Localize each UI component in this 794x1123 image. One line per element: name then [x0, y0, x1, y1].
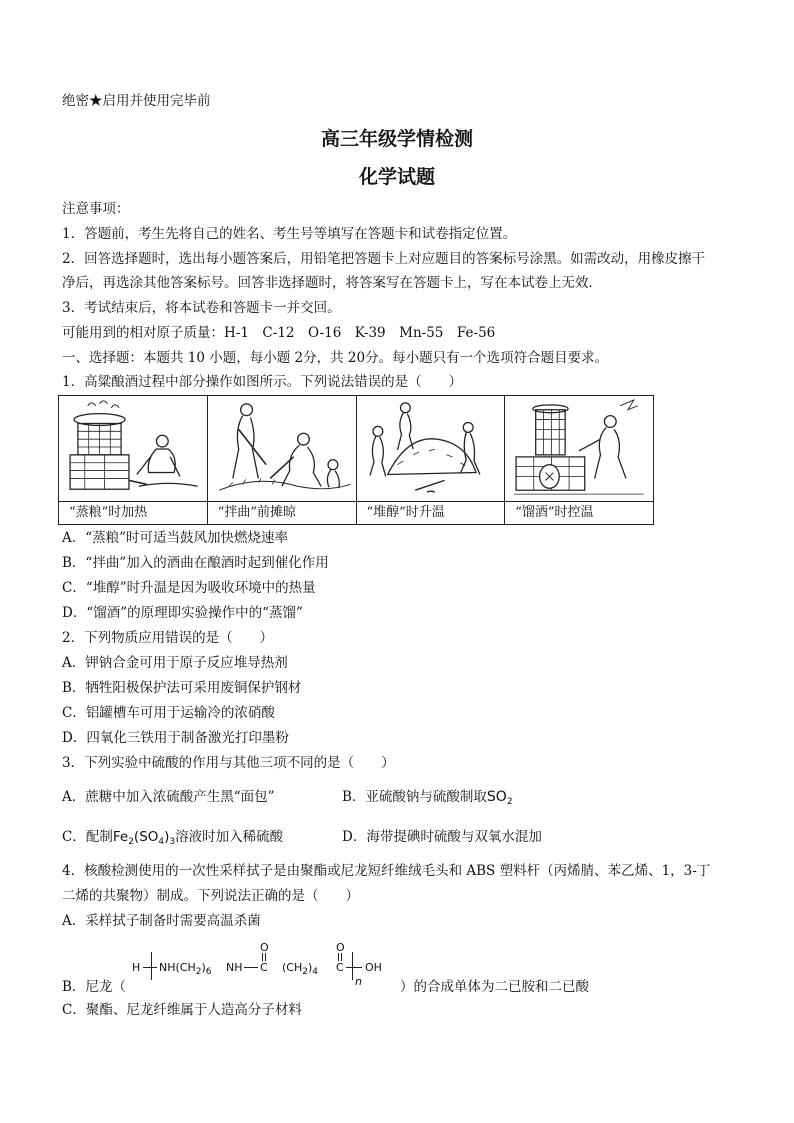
question-3-stem: 3．下列实验中硫酸的作用与其他三项不同的是（ ） — [62, 755, 395, 771]
formula-left-bracket — [151, 952, 152, 980]
formula-bond — [151, 967, 157, 968]
q4-option-c: C．聚酯、尼龙纤维属于人造高分子材料 — [62, 1002, 302, 1018]
figure-cell-steaming — [59, 396, 208, 524]
formula-double-bond — [265, 953, 266, 961]
notice-item-2b: 净后，再选涂其他答案标号。回答非选择题时，将答案写在答题卡上，写在本试卷上无效． — [62, 275, 602, 291]
q1-option-a: A．“蒸粮”时可适当鼓风加快燃烧速率 — [62, 530, 289, 546]
formula-nh: NH — [226, 961, 243, 974]
formula-bond — [352, 967, 362, 968]
question-4-stem-a: 4．核酸检测使用的一次性采样拭子是由聚酯或尼龙短纤维绒毛头和 ABS 塑料杆（丙烯腈、苯乙烯、1，3-丁 — [62, 863, 711, 879]
formula-oh: OH — [365, 961, 382, 974]
formula-carbonyl-c1: C — [260, 961, 268, 974]
formula-diamine-unit: $NH(CH_2)_6$ — [159, 961, 212, 977]
q3-option-a: A．蔗糖中加入浓硫酸产生黑“面包” — [62, 789, 275, 805]
nylon-structural-formula — [130, 942, 402, 992]
confidential-label: 绝密★启用并使用完毕前 — [62, 93, 211, 109]
q2-option-a: A．钾钠合金可用于原子反应堆导热剂 — [62, 655, 288, 671]
q4-option-b — [62, 941, 622, 995]
notice-item-1: 1．答题前，考生先将自己的姓名、考生号等填写在答题卡和试卷指定位置。 — [62, 226, 517, 242]
exam-subtitle: 化学试题 — [358, 166, 435, 188]
formula-double-bond — [338, 953, 339, 961]
steaming-illustration — [59, 396, 207, 502]
formula-right-bracket — [352, 952, 353, 980]
formula-n: n — [355, 975, 362, 988]
q1-option-d: D．“馏酒”的原理即实验操作中的“蒸馏” — [62, 605, 303, 621]
formula-double-bond — [262, 953, 263, 961]
spreading-illustration — [208, 396, 356, 502]
figure-cell-piling — [357, 396, 506, 524]
notice-item-3: 3．考试结束后，将本试卷和答题卡一并交回。 — [62, 300, 341, 316]
section-1-heading: 一、选择题：本题共 10 小题，每小题 2分，共 20分。每小题只有一个选项符合题目要求。 — [62, 350, 609, 366]
question-2-stem: 2．下列物质应用错误的是（ ） — [62, 630, 274, 646]
fe2so43-formula: $Fe_2(SO_4)_3$ — [112, 829, 176, 847]
q4-option-b-suffix: ）的合成单体为二已胺和二已酸 — [400, 979, 589, 995]
distilling-illustration — [505, 396, 653, 502]
liquor-process-figure-table — [58, 395, 654, 525]
piling-illustration — [357, 396, 505, 502]
formula-bond — [244, 967, 258, 968]
formula-bond — [143, 967, 151, 968]
caption-distilling: “馏酒”时控温 — [515, 505, 594, 520]
figure-cell-spreading — [208, 396, 357, 524]
notice-item-2a: 2．回答选择题时，选出每小题答案后，用铅笔把答题卡上对应题目的答案标号涂黑。如需改动，用橡皮擦干 — [62, 251, 706, 267]
q3-option-c: C．配制$Fe_2(SO_4)_3$溶液时加入稀硫酸 — [62, 829, 284, 847]
q3-option-b — [342, 788, 513, 811]
atomic-mass-line: 可能用到的相对原子质量：H-1 C-12 O-16 K-39 Mn-55 Fe-56 — [62, 325, 496, 341]
question-1-stem: 1．高粱酿酒过程中部分操作如图所示。下列说法错误的是（ ） — [62, 374, 463, 390]
q3-option-d: D．海带提碘时硫酸与双氧水混加 — [342, 829, 542, 845]
formula-methylene-chain: $(CH_2)_4$ — [282, 961, 319, 977]
formula-double-bond — [341, 953, 342, 961]
q2-option-d: D．四氧化三铁用于制备激光打印墨粉 — [62, 730, 289, 746]
question-4-stem-b: 二烯的共聚物）制成。下列说法正确的是（ ） — [62, 888, 359, 904]
q4-option-b-prefix: B．尼龙（ — [62, 979, 126, 995]
figure-cell-distilling — [505, 396, 653, 524]
q3-option-b-text: B．亚硫酸钠与硫酸制取 — [342, 789, 487, 805]
notice-heading: 注意事项： — [62, 201, 130, 217]
formula-oxygen-1: O — [260, 941, 269, 954]
so2-formula: $SO_2$ — [486, 789, 513, 807]
caption-steaming: “蒸粮”时加热 — [69, 505, 148, 520]
q2-option-b: B．牺牲阳极保护法可采用废铜保护钢材 — [62, 680, 302, 696]
q2-option-c: C．铝罐槽车可用于运输冷的浓硝酸 — [62, 705, 275, 721]
formula-h: H — [132, 961, 141, 974]
caption-piling: “堆醇”时升温 — [366, 505, 445, 520]
caption-spreading: “拌曲”前摊晾 — [217, 505, 297, 520]
q1-option-c: C．“堆醇”时升温是因为吸收环境中的热量 — [62, 580, 316, 596]
exam-title: 高三年级学情检测 — [320, 128, 473, 150]
formula-oxygen-2: O — [336, 941, 345, 954]
q1-option-b: B．“拌曲”加入的酒曲在酿酒时起到催化作用 — [62, 555, 329, 571]
formula-carbonyl-c2: C — [336, 961, 344, 974]
q4-option-a: A．采样拭子制备时需要高温杀菌 — [62, 913, 261, 929]
